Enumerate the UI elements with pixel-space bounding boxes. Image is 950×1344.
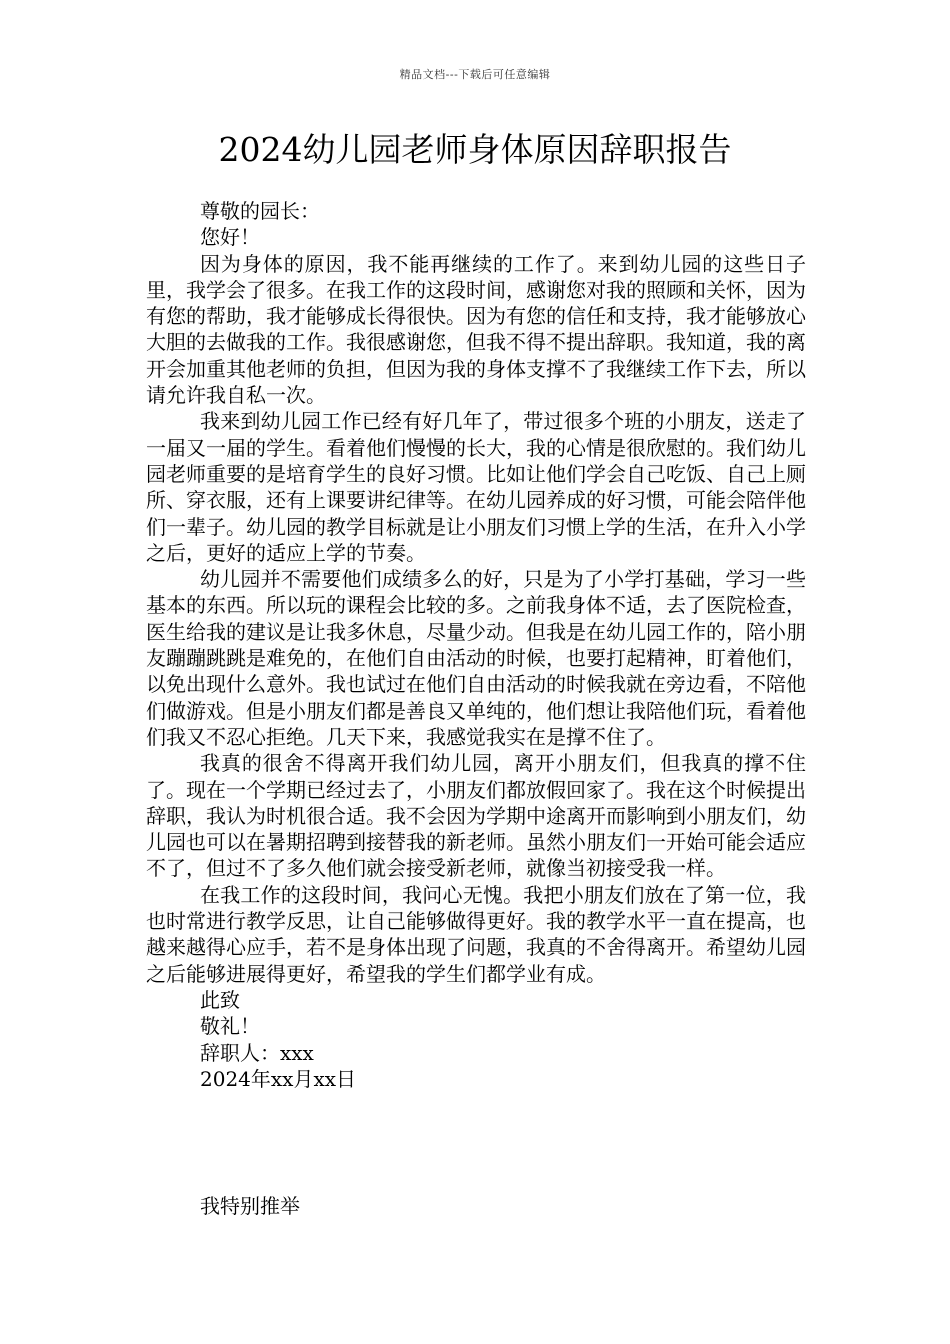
letter-body xyxy=(146,198,806,1092)
paragraph-2: 我来到幼儿园工作已经有好几年了，带过很多个班的小朋友，送走了一届又一届的学生。看着他们慢慢的长大，我的心情是很欣慰的。我们幼儿园老师重要的是培育学生的良好习惯。比如让他们学会自己吃饭、自己上厕所、穿衣服，还有上课要讲纪律等。在幼儿园养成的好习惯，可能会陪伴他们一辈子。幼儿园的教学目标就是让小朋友们习惯上学的生活，在升入小学之后，更好的适应上学的节奏。 xyxy=(146,409,806,565)
closing-ci-zhi: 此致 xyxy=(200,987,240,1012)
paragraph-3: 幼儿园并不需要他们成绩多么的好，只是为了小学打基础，学习一些基本的东西。所以玩的课程会比较的多。之前我身体不适，去了医院检查，医生给我的建议是让我多休息，尽量少动。但我是在幼儿园工作的，陪小朋友蹦蹦跳跳是难免的，在他们自由活动的时候，也要打起精神，盯着他们，以免出现什么意外。我也试过在他们自由活动的时候我就在旁边看，不陪他们做游戏。但是小朋友们都是善良又单纯的，他们想让我陪他们玩，看着他们我又不忍心拒绝。几天下来，我感觉我实在是撑不住了。 xyxy=(146,567,806,749)
salutation: 尊敬的园长： xyxy=(200,199,320,223)
paragraph-4: 我真的很舍不得离开我们幼儿园，离开小朋友们，但我真的撑不住了。现在一个学期已经过去了，小朋友们都放假回家了。我在这个时候提出辞职，我认为时机很合适。我不会因为学期中途离开而影响到小朋友们，幼儿园也可以在暑期招聘到接替我的新老师。虽然小朋友们一开始可能会适应不了，但过不了多久他们就会接受新老师，就像当初接受我一样。 xyxy=(146,751,806,881)
paragraph-1: 因为身体的原因，我不能再继续的工作了。来到幼儿园的这些日子里，我学会了很多。在我工作的这段时间，感谢您对我的照顾和关怀，因为有您的帮助，我才能够成长得很快。因为有您的信任和支持，我才能够放心大胆的去做我的工作。我很感谢您，但我不得不提出辞职。我知道，我的离开会加重其他老师的负担，但因为我的身体支撑不了我继续工作下去，所以请允许我自私一次。 xyxy=(146,251,806,408)
header-note: 精品文档---下载后可任意编辑 xyxy=(399,68,551,81)
document-title: 2024幼儿园老师身体原因辞职报告 xyxy=(218,130,732,169)
closing-jing-li: 敬礼！ xyxy=(200,1014,260,1039)
tail-text: 我特别推举 xyxy=(200,1194,300,1218)
greeting: 您好！ xyxy=(200,225,260,250)
signature: 辞职人：xxx xyxy=(200,1040,314,1065)
date: 2024年xx月xx日 xyxy=(200,1066,357,1091)
paragraph-5: 在我工作的这段时间，我问心无愧。我把小朋友们放在了第一位，我也时常进行教学反思，让自己能够做得更好。我的教学水平一直在提高，也越来越得心应手，若不是身体出现了问题，我真的不舍得离开。希望幼儿园之后能够进展得更好，希望我的学生们都学业有成。 xyxy=(146,882,806,986)
